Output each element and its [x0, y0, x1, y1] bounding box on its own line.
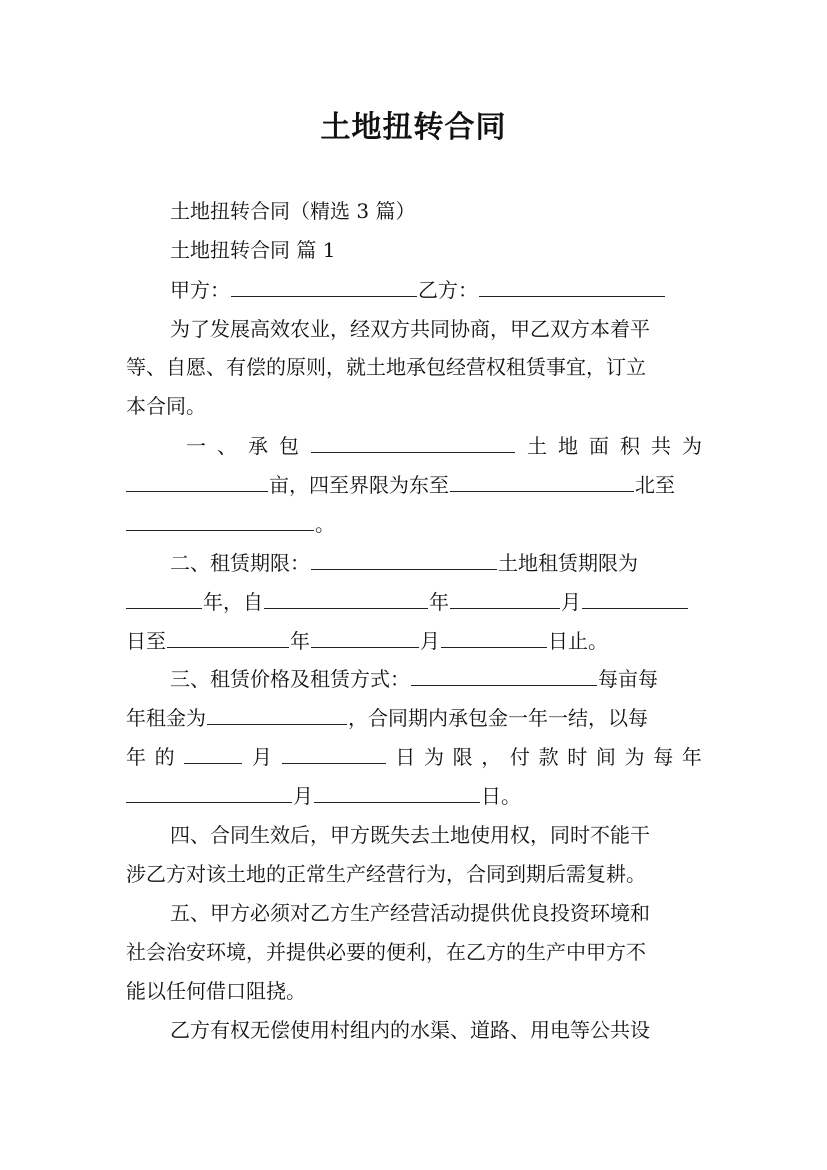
clause3-char: 年 [126, 745, 146, 769]
clause3-line-4 [126, 782, 702, 810]
clause3-char: 付 [509, 745, 530, 769]
document-subtitle: 土地扭转合同（精选 3 篇） [170, 199, 416, 223]
clause3-char: 款 [538, 745, 559, 769]
clause1-char: 为 [682, 434, 702, 458]
document-title: 土地扭转合同 [320, 110, 507, 145]
clause1-char: 地 [558, 434, 578, 458]
clause3-char: ， [481, 745, 502, 769]
clause2-text: 年 [429, 590, 449, 614]
clause1-text: 北至 [635, 473, 675, 497]
clause3-char: 间 [595, 745, 616, 769]
clause1-char: 积 [620, 434, 640, 458]
clause4-line-2: 涉乙方对该土地的正常生产经营行为，合同到期后需复耕。 [126, 862, 646, 886]
clause3-char: 日 [395, 745, 416, 769]
lease-land-blank[interactable] [311, 549, 497, 570]
clause5-line-3: 能以任何借口阻挠。 [126, 979, 306, 1003]
clause3-char: 年 [681, 745, 702, 769]
clause3-char: 为 [423, 745, 444, 769]
area-blank[interactable] [126, 471, 268, 492]
clause1-text: 。 [315, 512, 335, 536]
section-heading: 土地扭转合同 篇 1 [170, 238, 336, 262]
north-boundary-blank[interactable] [126, 510, 314, 531]
clause3-text: 三、租赁价格及租赁方式： [170, 667, 410, 691]
clause6-line-1: 乙方有权无偿使用村组内的水渠、道路、用电等公共设 [170, 1018, 650, 1042]
clause1-char: 、 [217, 434, 237, 458]
clause5-line-1: 五、甲方必须对乙方生产经营活动提供优良投资环境和 [170, 901, 650, 925]
payment-month-blank[interactable] [184, 743, 242, 764]
clause3-char: 的 [154, 745, 175, 769]
party-b-label: 乙方： [418, 278, 478, 302]
start-day-blank[interactable] [582, 588, 688, 609]
start-month-blank[interactable] [450, 588, 560, 609]
start-year-blank[interactable] [264, 588, 428, 609]
clause1-char: 一 [186, 434, 206, 458]
lease-method-blank[interactable] [411, 665, 597, 686]
clause2-text: 月 [420, 629, 440, 653]
clause2-line-3 [126, 627, 702, 655]
clause3-text: 日。 [481, 784, 521, 808]
payment-day-blank[interactable] [282, 743, 386, 764]
clause4-line-1: 四、合同生效后，甲方既失去土地使用权，同时不能干 [170, 823, 650, 847]
party-b-blank[interactable] [479, 276, 665, 297]
clause3-char: 每 [653, 745, 674, 769]
clause2-text: 月 [561, 590, 581, 614]
clause5-line-2: 社会治安环境，并提供必要的便利，在乙方的生产中甲方不 [126, 940, 646, 964]
clause3-line-2 [126, 704, 702, 732]
clause1-text: 亩，四至界限为东至 [269, 473, 449, 497]
end-day-blank[interactable] [441, 627, 547, 648]
end-year-blank[interactable] [167, 627, 289, 648]
clause1-line-1 [186, 432, 702, 460]
clause3-char: 为 [624, 745, 645, 769]
pay-time-month-blank[interactable] [126, 782, 292, 803]
party-a-label: 甲方： [170, 278, 230, 302]
clause2-text: 年 [290, 629, 310, 653]
clause1-char: 包 [279, 434, 299, 458]
clause1-char: 共 [651, 434, 671, 458]
intro-line-3: 本合同。 [126, 394, 206, 418]
clause3-text: 每亩每 [598, 667, 658, 691]
clause3-char: 限 [452, 745, 473, 769]
clause3-char: 月 [251, 745, 272, 769]
clause1-char: 土 [527, 434, 547, 458]
clause3-text: 月 [293, 784, 313, 808]
party-a-blank[interactable] [231, 276, 417, 297]
clause2-line-2 [126, 588, 702, 616]
clause3-text: 年租金为 [126, 706, 206, 730]
clause1-char: 承 [248, 434, 268, 458]
intro-line-1: 为了发展高效农业，经双方共同协商，甲乙双方本着平 [170, 317, 650, 341]
pay-time-day-blank[interactable] [314, 782, 480, 803]
clause2-text: 二、租赁期限： [170, 551, 310, 575]
clause3-text: ，合同期内承包金一年一结，以每 [348, 706, 648, 730]
clause3-char: 时 [567, 745, 588, 769]
clause1-char: 面 [589, 434, 609, 458]
clause3-line-3 [126, 743, 702, 771]
end-month-blank[interactable] [311, 627, 419, 648]
clause2-text: 年，自 [203, 590, 263, 614]
intro-line-2: 等、自愿、有偿的原则，就土地承包经营权租赁事宜，订立 [126, 355, 646, 379]
parties-line [170, 276, 702, 304]
lease-years-blank[interactable] [126, 588, 202, 609]
clause2-text: 土地租赁期限为 [498, 551, 638, 575]
contractor-blank[interactable] [311, 432, 515, 453]
clause3-line-1 [170, 665, 702, 693]
clause1-line-3 [126, 510, 702, 538]
clause2-text: 日至 [126, 629, 166, 653]
east-boundary-blank[interactable] [450, 471, 634, 492]
annual-rent-blank[interactable] [207, 704, 347, 725]
clause2-text: 日止。 [548, 629, 608, 653]
clause1-line-2 [126, 471, 702, 499]
clause2-line-1 [170, 549, 702, 577]
